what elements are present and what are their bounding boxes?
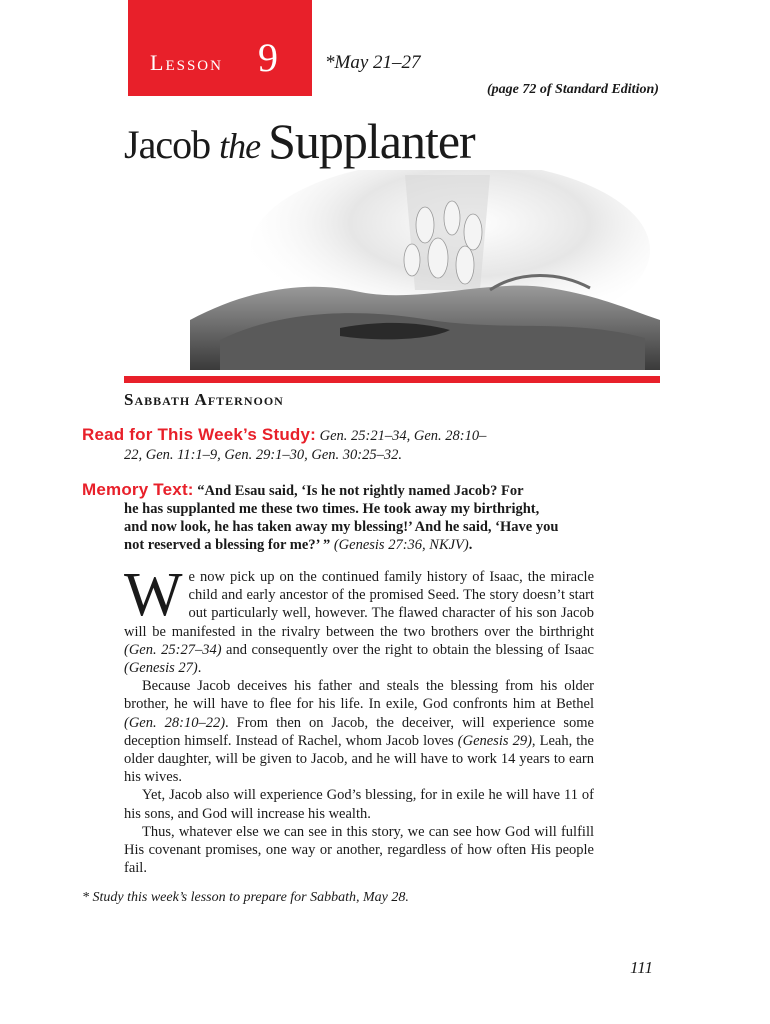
memory-verse-line4 xyxy=(124,536,594,554)
memory-verse-line1: “And Esau said, ‘Is he not rightly named Jacob? For xyxy=(193,483,524,499)
scripture-ref: (Gen. 28:10–22) xyxy=(124,714,226,731)
read-study-line1 xyxy=(82,426,486,445)
memory-verse-line2: he has supplanted me these two times. He took away my birthright, xyxy=(124,501,540,517)
lesson-number: 9 xyxy=(258,35,278,80)
page-title xyxy=(124,113,475,169)
paragraph-2-text-c: , Leah, the older daughter, will be given to Jacob, and he will have to work 14 years to earn his wives. xyxy=(124,732,594,786)
paragraph-1-text-a: e now pick up on the continued family history of Isaac, the miracle child and early ancestor of the promised Seed. The story doesn’t start out particularly well, however. The flawed character of his son Jacob will be manifested in the rivalry between the two brothers over the birthright xyxy=(124,569,594,640)
paragraph-2-text-a: Because Jacob deceives his father and steals the blessing from his older brother, he will have to flee for his life. In exile, God confronts him at Bethel xyxy=(124,678,594,713)
lesson-label: Lesson xyxy=(150,50,223,75)
section-heading: Sabbath Afternoon xyxy=(124,390,284,409)
title-part-jacob: Jacob xyxy=(124,122,220,167)
paragraph-2-text-b: . From then on Jacob, the deceiver, will experience some deception himself. Instead of Rachel, whom Jacob loves xyxy=(124,714,594,749)
angels-ladder-illustration xyxy=(190,170,660,370)
paragraph-1 xyxy=(124,561,594,677)
scripture-ref: (Genesis 29) xyxy=(457,732,532,749)
title-part-supplanter: Supplanter xyxy=(268,113,475,169)
section-divider xyxy=(124,376,660,383)
read-refs-line2: 22, Gen. 11:1–9, Gen. 29:1–30, Gen. 30:25–32. xyxy=(124,447,403,463)
page-number: 111 xyxy=(630,958,653,977)
read-label: Read for This Week’s Study: xyxy=(82,425,317,444)
page-reference: (page 72 of Standard Edition) xyxy=(487,82,659,97)
memory-text-line1 xyxy=(82,481,524,500)
drop-cap: W xyxy=(124,561,183,629)
lesson-date: *May 21–27 xyxy=(325,52,421,73)
lesson-body xyxy=(124,561,594,877)
scripture-ref: (Genesis 27) xyxy=(124,660,198,677)
paragraph-2 xyxy=(124,677,594,786)
footnote: * Study this week’s lesson to prepare for Sabbath, May 28. xyxy=(82,890,409,905)
lesson-tab xyxy=(128,0,312,96)
scripture-ref: (Gen. 25:27–34) xyxy=(124,641,222,658)
read-refs-line1: Gen. 25:21–34, Gen. 28:10– xyxy=(316,428,487,444)
paragraph-4: Thus, whatever else we can see in this story, we can see how God will fulfill His covenant promises, one way or another, regardless of how often His people fail. xyxy=(124,823,594,877)
memory-verse-end: . xyxy=(468,537,473,553)
memory-label: Memory Text: xyxy=(82,480,194,499)
title-part-the: the xyxy=(219,126,269,166)
paragraph-1-text-c: . xyxy=(197,660,202,677)
paragraph-1-text-b: and consequently over the right to obtain the blessing of Isaac xyxy=(221,641,594,658)
memory-verse-reference: (Genesis 27:36, NKJV) xyxy=(333,537,469,553)
memory-verse-line3: and now look, he has taken away my blessing!’ And he said, ‘Have you xyxy=(124,519,559,535)
paragraph-3: Yet, Jacob also will experience God’s blessing, for in exile he will have 11 of his sons, and God will increase his wealth. xyxy=(124,787,594,822)
memory-verse-line4-text: not reserved a blessing for me?’ ” xyxy=(124,537,334,553)
